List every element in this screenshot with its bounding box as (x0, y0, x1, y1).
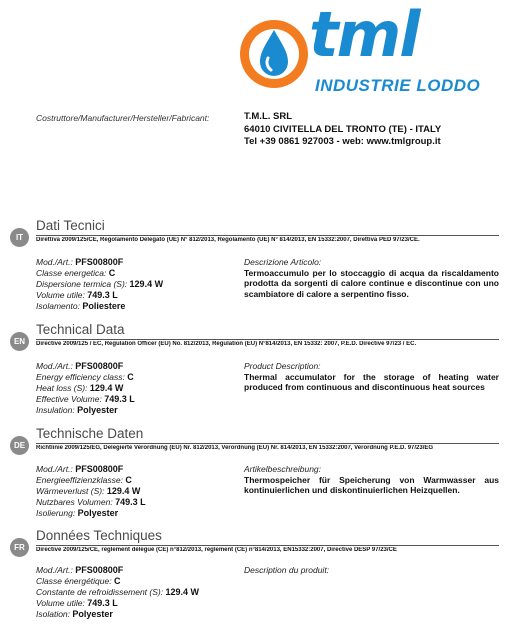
spec-list (36, 257, 236, 312)
spec-heat-loss: Constante de refroidissement (S): 129.4 W (36, 587, 199, 597)
spec-model: Mod./Art.: PFS00800F (36, 565, 124, 575)
spec-heat-loss: Heat loss (S): 129.4 W (36, 383, 124, 393)
description-text: Thermal accumulator for the storage of heating water produced from continuous and discontinuous heat sources (244, 371, 499, 392)
spec-energy-class: Classe énergétique: C (36, 576, 121, 586)
description-label: Description du produit: (244, 565, 330, 575)
spec-energy-class: Energy efficiency class: C (36, 372, 134, 382)
spec-insulation: Isolamento: Poliestere (36, 301, 126, 311)
product-description (244, 361, 499, 393)
product-description (244, 464, 499, 496)
spec-volume: Volume utile: 749.3 L (36, 290, 118, 300)
spec-volume: Nutzbares Volumen: 749.3 L (36, 497, 146, 507)
section-title: Technical Data (36, 322, 125, 337)
section-title: Données Techniques (36, 528, 162, 543)
description-label: Descrizione Articolo: (244, 257, 322, 267)
directive-text: Richtlinie 2009/125/EG, Delegierte Verordnung (EU) Nr. 812/2013, Verordnung (EU) Nr. 814/2013, EN 15332:2007, Verordnung P.E.D. 97/23/EG (36, 445, 434, 451)
brand-logo (238, 0, 481, 102)
brand-subtitle: INDUSTRIE LODDO (315, 76, 481, 95)
section-divider (36, 443, 499, 444)
manufacturer-info (244, 111, 441, 149)
spec-insulation: Isolation: Polyester (36, 609, 113, 619)
description-text: Termoaccumulo per lo stoccaggio di acqua da riscaldamento prodotta da sorgenti di calore continue e discontinue con uno scambiatore di calore a serpentino fisso. (244, 267, 499, 299)
spec-energy-class: Energieeffizienzklasse: C (36, 475, 132, 485)
description-label: Product Description: (244, 361, 321, 371)
water-drop-logo-icon (238, 12, 310, 92)
spec-heat-loss: Wärmeverlust (S): 129.4 W (36, 486, 141, 496)
spec-model: Mod./Art.: PFS00800F (36, 361, 124, 371)
section-divider (36, 235, 499, 236)
manufacturer-address: 64010 CIVITELLA DEL TRONTO (TE) - ITALY (244, 123, 442, 135)
description-label: Artikelbeschreibung: (244, 464, 322, 474)
directive-text: Directive 2009/125 / EC, Regulation Officer (EU) No. 812/2013, Regulation (EU) N°814/2013, EN 15332: 2007, P.E.D. Directive 97/23 / EC. (36, 341, 417, 347)
section-title: Technische Daten (36, 426, 144, 441)
spec-list (36, 464, 236, 519)
section-divider (36, 339, 499, 340)
language-badge-it: IT (10, 228, 29, 247)
language-badge-en: EN (10, 332, 29, 351)
spec-volume: Volume utile: 749.3 L (36, 598, 118, 608)
spec-energy-class: Classe energetica: C (36, 268, 116, 278)
brand-name: tml (309, 0, 419, 71)
directive-text: Direttiva 2009/125/CE, Regolamento Delegato (UE) N° 812/2013, Regolamento (UE) N° 814/2013, EN 15332:2007, Direttiva PED 97/23/CE. (36, 237, 420, 243)
directive-text: Directive 2009/125/CE, règlement délégué (CE) n°812/2013, règlement (CE) n°814/2013, EN15332:2007, Directive DESP 97/23/CE (36, 547, 397, 553)
section-title: Dati Tecnici (36, 218, 105, 233)
product-description (244, 257, 499, 299)
spec-list (36, 565, 241, 620)
spec-volume: Effective Volume: 749.3 L (36, 394, 135, 404)
spec-model: Mod./Art.: PFS00800F (36, 464, 124, 474)
description-text: Thermospeicher für Speicherung von Warmwasser aus kontinuierlichen und diskontinuierlichen Heizquellen. (244, 474, 499, 495)
language-badge-fr: FR (10, 538, 29, 557)
spec-insulation: Insulation: Polyester (36, 405, 118, 415)
manufacturer-contact: Tel +39 0861 927003 - web: www.tmlgroup.it (244, 136, 441, 147)
product-description (244, 565, 499, 576)
section-divider (36, 545, 499, 546)
manufacturer-label: Costruttore/Manufacturer/Hersteller/Fabricant: (36, 113, 210, 123)
spec-insulation: Isolierung: Polyester (36, 508, 119, 518)
spec-heat-loss: Dispersione termica (S): 129.4 W (36, 279, 164, 289)
spec-model: Mod./Art.: PFS00800F (36, 257, 124, 267)
spec-list (36, 361, 236, 416)
language-badge-de: DE (10, 436, 29, 455)
manufacturer-name: T.M.L. SRL (244, 111, 293, 122)
